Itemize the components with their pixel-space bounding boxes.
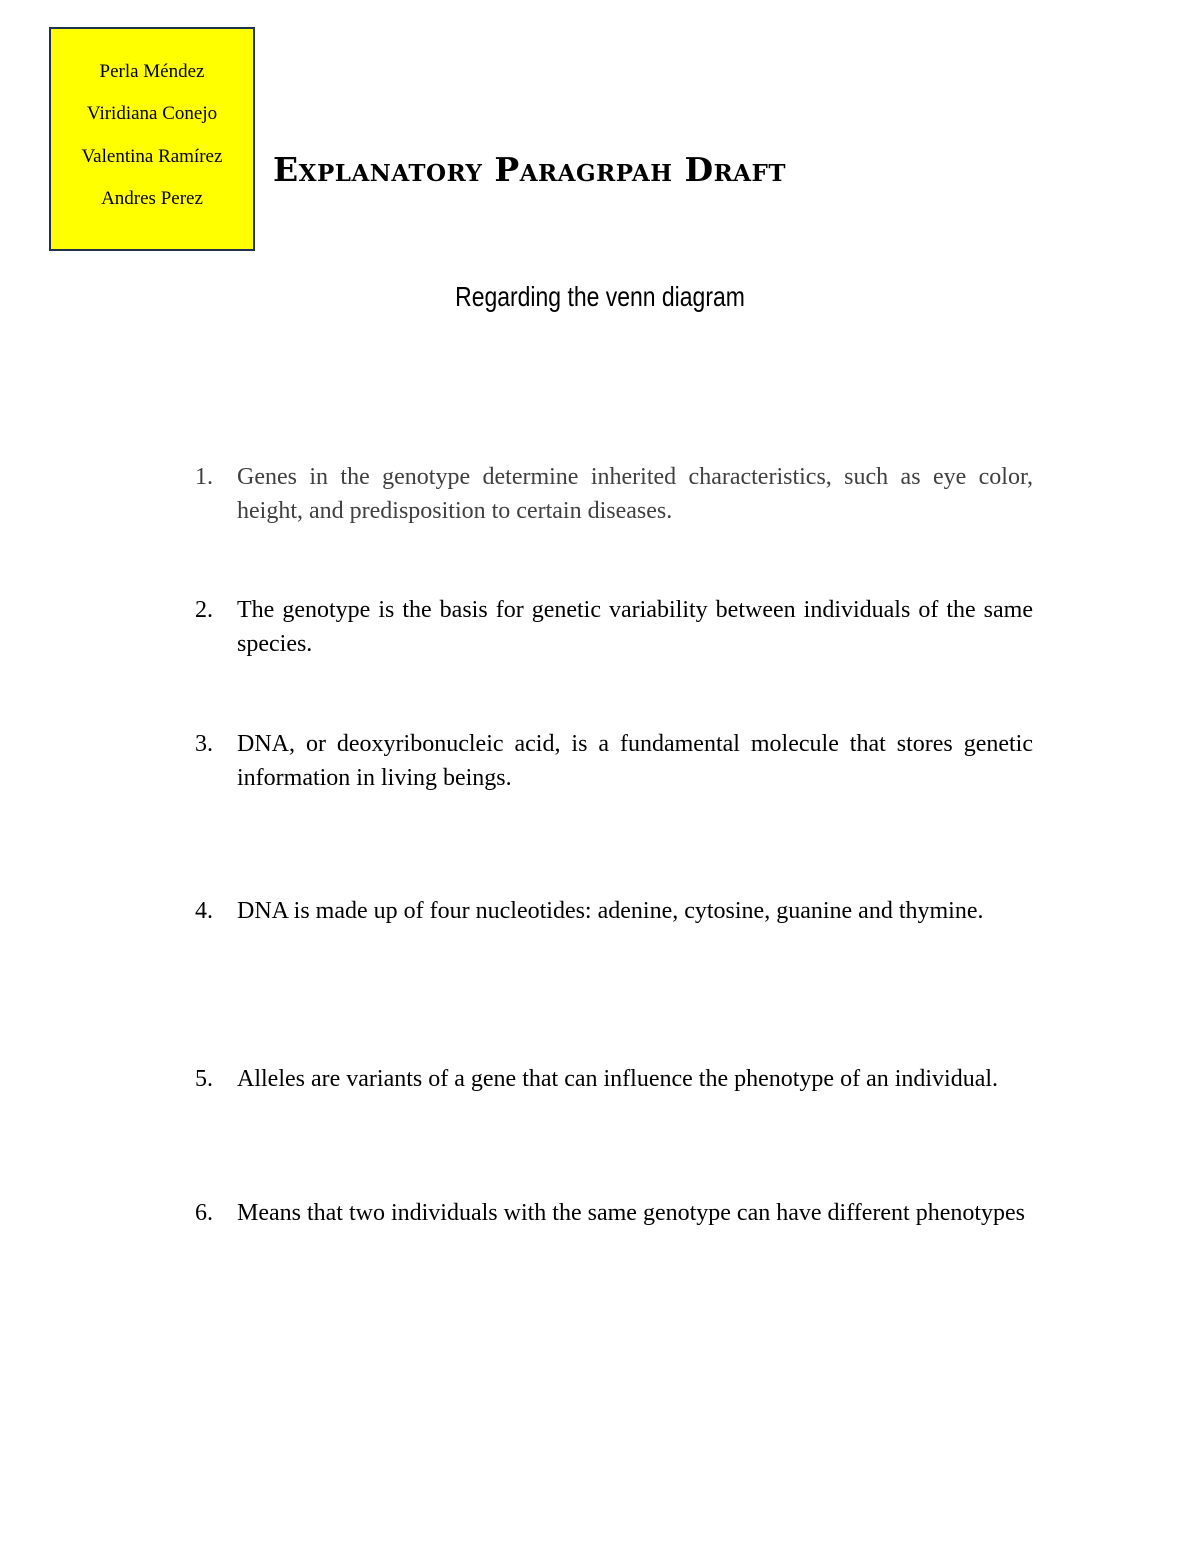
list-item-text: Alleles are variants of a gene that can influence the phenotype of an individual. — [237, 1066, 999, 1092]
list-item-number: 1. — [195, 464, 213, 490]
list-item-text: Means that two individuals with the same genotype can have different phenotypes — [237, 1200, 1026, 1226]
document-subtitle: Regarding the venn diagram — [455, 281, 745, 312]
list-item-text: The genotype is the basis for genetic variability between individuals of the same species. — [237, 597, 1033, 657]
author-name: Andres Perez — [101, 188, 203, 209]
author-name: Perla Méndez — [99, 61, 205, 82]
authors-box — [49, 27, 255, 251]
document-title: Explanatory Paragrpah Draft — [273, 150, 786, 189]
list-item-number: 5. — [195, 1066, 213, 1092]
list-item-text: DNA is made up of four nucleotides: adenine, cytosine, guanine and thymine. — [237, 898, 984, 924]
list-item-number: 4. — [195, 898, 213, 924]
author-name: Viridiana Conejo — [86, 103, 218, 124]
list-item-text: DNA, or deoxyribonucleic acid, is a fundamental molecule that stores genetic information in living beings. — [237, 731, 1033, 791]
list-item-number: 3. — [195, 731, 213, 757]
list-item-number: 6. — [195, 1200, 213, 1226]
list-item-number: 2. — [195, 597, 213, 623]
author-name: Valentina Ramírez — [81, 146, 223, 167]
list-item-text: Genes in the genotype determine inherited characteristics, such as eye color, height, and predisposition to certain diseases. — [237, 464, 1033, 524]
